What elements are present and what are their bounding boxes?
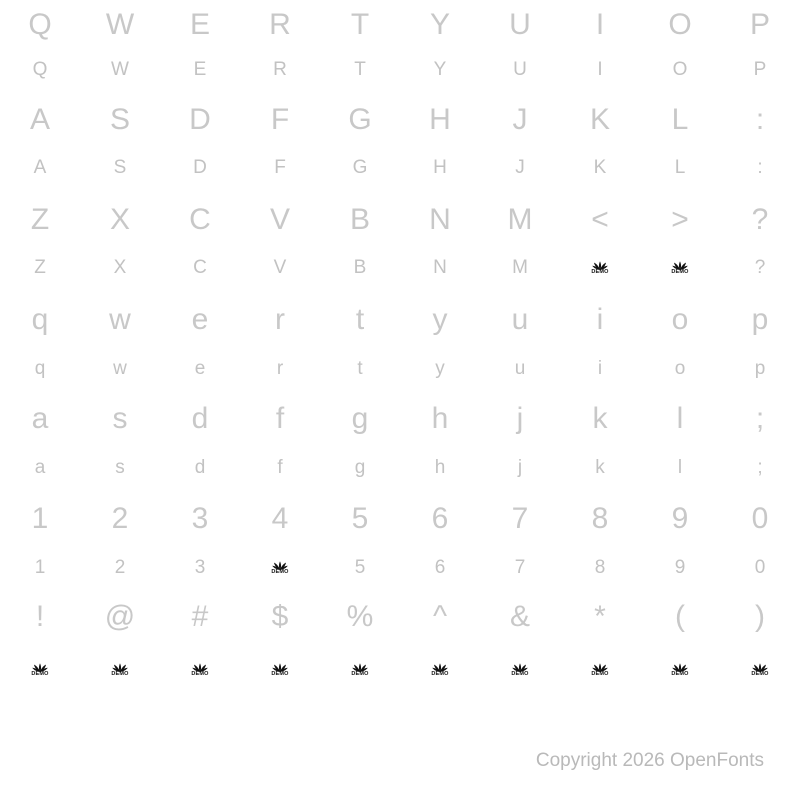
glyph-row bbox=[0, 0, 800, 50]
glyph-cell: V bbox=[273, 257, 287, 278]
glyph-cell: p bbox=[754, 358, 766, 379]
glyph-row bbox=[0, 295, 800, 345]
glyph-cell: T bbox=[350, 8, 370, 41]
glyph-cell: d bbox=[191, 402, 209, 435]
demo-watermark-glyph bbox=[720, 645, 800, 695]
leaf-burst-icon bbox=[751, 663, 768, 678]
glyph-cell: 3 bbox=[194, 557, 206, 578]
glyph-cell: P bbox=[753, 59, 767, 80]
glyph-cell: i bbox=[597, 358, 603, 379]
glyph-cell: I bbox=[595, 8, 605, 41]
glyph-cell: j bbox=[516, 402, 524, 435]
leaf-burst-icon bbox=[511, 663, 528, 678]
glyph-cell: r bbox=[275, 303, 285, 336]
glyph-cell: 9 bbox=[674, 557, 686, 578]
glyph-cell: 7 bbox=[514, 557, 526, 578]
glyph-cell: N bbox=[433, 257, 447, 278]
glyph-cell: W bbox=[111, 59, 129, 80]
glyph-cell: Q bbox=[28, 8, 52, 41]
glyph-cell: u bbox=[514, 358, 526, 379]
glyph-cell: > bbox=[671, 203, 689, 236]
glyph-cell: Z bbox=[34, 257, 46, 278]
glyph-row bbox=[0, 344, 800, 394]
glyph-cell: G bbox=[352, 157, 368, 178]
glyph-cell: H bbox=[433, 157, 447, 178]
glyph-cell: I bbox=[597, 59, 603, 80]
glyph-cell: 8 bbox=[591, 502, 609, 535]
glyph-cell: C bbox=[189, 203, 211, 236]
glyph-cell: M bbox=[507, 203, 533, 236]
demo-watermark-glyph bbox=[80, 645, 160, 695]
demo-watermark-glyph bbox=[640, 645, 720, 695]
glyph-row bbox=[0, 592, 800, 642]
glyph-cell: 8 bbox=[594, 557, 606, 578]
demo-watermark-label: DEMO bbox=[31, 671, 49, 677]
glyph-cell: L bbox=[671, 103, 689, 136]
demo-watermark-glyph bbox=[160, 645, 240, 695]
glyph-cell: G bbox=[348, 103, 372, 136]
leaf-burst-icon bbox=[111, 663, 128, 678]
glyph-cell: 6 bbox=[434, 557, 446, 578]
glyph-cell: Y bbox=[429, 8, 450, 41]
glyph-cell: B bbox=[349, 203, 370, 236]
glyph-cell: 0 bbox=[751, 502, 769, 535]
demo-watermark-glyph bbox=[560, 243, 640, 293]
glyph-cell: y bbox=[432, 303, 448, 336]
glyph-cell: R bbox=[273, 59, 287, 80]
glyph-cell: M bbox=[512, 257, 528, 278]
glyph-cell: ! bbox=[35, 600, 45, 633]
glyph-cell: h bbox=[434, 457, 446, 478]
glyph-cell: ; bbox=[755, 402, 765, 435]
glyph-cell: X bbox=[109, 203, 130, 236]
leaf-burst-icon bbox=[31, 663, 48, 678]
glyph-cell: % bbox=[346, 600, 374, 633]
glyph-cell: F bbox=[270, 103, 290, 136]
glyph-cell: N bbox=[429, 203, 451, 236]
glyph-cell: d bbox=[194, 457, 206, 478]
glyph-cell: e bbox=[191, 303, 209, 336]
glyph-row bbox=[0, 645, 800, 695]
glyph-cell: o bbox=[674, 358, 686, 379]
glyph-cell: 6 bbox=[431, 502, 449, 535]
glyph-cell: s bbox=[115, 457, 125, 478]
demo-watermark-glyph bbox=[0, 645, 80, 695]
glyph-cell: B bbox=[353, 257, 367, 278]
glyph-cell: p bbox=[751, 303, 769, 336]
demo-watermark-label: DEMO bbox=[511, 671, 529, 677]
glyph-cell: O bbox=[668, 8, 692, 41]
glyph-cell: t bbox=[355, 303, 365, 336]
glyph-cell: f bbox=[277, 457, 283, 478]
glyph-row bbox=[0, 243, 800, 293]
glyph-cell: F bbox=[274, 157, 286, 178]
glyph-cell: 1 bbox=[31, 502, 49, 535]
demo-watermark-label: DEMO bbox=[671, 671, 689, 677]
glyph-cell: : bbox=[755, 103, 765, 136]
demo-watermark-label: DEMO bbox=[431, 671, 449, 677]
glyph-cell: g bbox=[351, 402, 369, 435]
glyph-cell: @ bbox=[104, 600, 136, 633]
demo-watermark-label: DEMO bbox=[751, 671, 769, 677]
glyph-cell: g bbox=[354, 457, 366, 478]
glyph-cell: K bbox=[589, 103, 610, 136]
glyph-cell: S bbox=[113, 157, 127, 178]
glyph-cell: ^ bbox=[432, 600, 448, 633]
glyph-cell: : bbox=[757, 157, 763, 178]
glyph-cell: ( bbox=[675, 600, 685, 633]
demo-watermark-label: DEMO bbox=[191, 671, 209, 677]
glyph-row bbox=[0, 443, 800, 493]
demo-watermark-glyph bbox=[480, 645, 560, 695]
glyph-cell: ; bbox=[757, 457, 763, 478]
glyph-cell: j bbox=[517, 457, 523, 478]
glyph-cell: O bbox=[672, 59, 688, 80]
glyph-row bbox=[0, 195, 800, 245]
glyph-cell: u bbox=[511, 303, 529, 336]
demo-watermark-glyph bbox=[320, 645, 400, 695]
demo-watermark-label: DEMO bbox=[351, 671, 369, 677]
glyph-cell: J bbox=[512, 103, 528, 136]
glyph-cell: y bbox=[435, 358, 445, 379]
glyph-cell: k bbox=[592, 402, 608, 435]
glyph-cell: R bbox=[269, 8, 291, 41]
glyph-cell: Y bbox=[433, 59, 447, 80]
glyph-cell: q bbox=[34, 358, 46, 379]
glyph-cell: 2 bbox=[114, 557, 126, 578]
copyright-notice: Copyright 2026 OpenFonts bbox=[535, 750, 764, 771]
glyph-cell: q bbox=[31, 303, 49, 336]
glyph-row bbox=[0, 543, 800, 593]
glyph-cell: t bbox=[357, 358, 363, 379]
glyph-cell: a bbox=[31, 402, 49, 435]
leaf-burst-icon bbox=[271, 561, 288, 576]
glyph-cell: k bbox=[595, 457, 605, 478]
glyph-cell: P bbox=[749, 8, 770, 41]
glyph-cell: A bbox=[33, 157, 47, 178]
glyph-cell: K bbox=[593, 157, 607, 178]
glyph-cell: Z bbox=[30, 203, 50, 236]
glyph-cell: S bbox=[109, 103, 130, 136]
demo-watermark-label: DEMO bbox=[591, 671, 609, 677]
glyph-cell: D bbox=[193, 157, 207, 178]
glyph-cell: r bbox=[276, 358, 284, 379]
demo-watermark-glyph bbox=[240, 543, 320, 593]
glyph-cell: 1 bbox=[34, 557, 46, 578]
glyph-cell: f bbox=[275, 402, 285, 435]
glyph-row bbox=[0, 45, 800, 95]
glyph-cell: 5 bbox=[354, 557, 366, 578]
glyph-cell: a bbox=[34, 457, 46, 478]
glyph-cell: w bbox=[109, 303, 131, 336]
glyph-cell: 5 bbox=[351, 502, 369, 535]
glyph-cell: U bbox=[509, 8, 531, 41]
demo-watermark-label: DEMO bbox=[271, 569, 289, 575]
demo-watermark-label: DEMO bbox=[111, 671, 129, 677]
glyph-row bbox=[0, 494, 800, 544]
glyph-cell: # bbox=[191, 600, 209, 633]
glyph-cell: ) bbox=[755, 600, 765, 633]
glyph-cell: L bbox=[674, 157, 686, 178]
leaf-burst-icon bbox=[191, 663, 208, 678]
leaf-burst-icon bbox=[671, 261, 688, 276]
glyph-cell: w bbox=[113, 358, 127, 379]
demo-watermark-label: DEMO bbox=[671, 269, 689, 275]
demo-watermark-glyph bbox=[640, 243, 720, 293]
glyph-cell: H bbox=[429, 103, 451, 136]
glyph-cell: o bbox=[671, 303, 689, 336]
glyph-cell: 4 bbox=[271, 502, 289, 535]
glyph-cell: E bbox=[193, 59, 207, 80]
glyph-cell: l bbox=[676, 402, 684, 435]
glyph-cell: h bbox=[431, 402, 449, 435]
glyph-cell: 7 bbox=[511, 502, 529, 535]
glyph-cell: e bbox=[194, 358, 206, 379]
leaf-burst-icon bbox=[431, 663, 448, 678]
demo-watermark-glyph bbox=[560, 645, 640, 695]
glyph-cell: D bbox=[189, 103, 211, 136]
glyph-cell: E bbox=[189, 8, 210, 41]
glyph-cell: $ bbox=[271, 600, 289, 633]
leaf-burst-icon bbox=[271, 663, 288, 678]
glyph-cell: ? bbox=[751, 203, 769, 236]
glyph-row bbox=[0, 394, 800, 444]
glyph-cell: 2 bbox=[111, 502, 129, 535]
demo-watermark-label: DEMO bbox=[271, 671, 289, 677]
leaf-burst-icon bbox=[591, 261, 608, 276]
demo-watermark-label: DEMO bbox=[591, 269, 609, 275]
glyph-cell: C bbox=[193, 257, 207, 278]
glyph-cell: J bbox=[515, 157, 525, 178]
glyph-cell: Q bbox=[32, 59, 48, 80]
glyph-cell: ? bbox=[754, 257, 766, 278]
glyph-row bbox=[0, 95, 800, 145]
glyph-cell: A bbox=[29, 103, 50, 136]
leaf-burst-icon bbox=[671, 663, 688, 678]
glyph-cell: i bbox=[596, 303, 604, 336]
glyph-cell: & bbox=[509, 600, 530, 633]
glyph-cell: 0 bbox=[754, 557, 766, 578]
glyph-cell: l bbox=[677, 457, 683, 478]
glyph-row bbox=[0, 143, 800, 193]
glyph-cell: < bbox=[591, 203, 609, 236]
leaf-burst-icon bbox=[351, 663, 368, 678]
demo-watermark-glyph bbox=[400, 645, 480, 695]
glyph-cell: 3 bbox=[191, 502, 209, 535]
leaf-burst-icon bbox=[591, 663, 608, 678]
glyph-cell: U bbox=[513, 59, 527, 80]
glyph-cell: W bbox=[105, 8, 135, 41]
glyph-cell: V bbox=[269, 203, 290, 236]
glyph-cell: 9 bbox=[671, 502, 689, 535]
demo-watermark-glyph bbox=[240, 645, 320, 695]
glyph-cell: s bbox=[112, 402, 128, 435]
glyph-cell: X bbox=[113, 257, 127, 278]
glyph-cell: T bbox=[354, 59, 366, 80]
glyph-cell: * bbox=[594, 600, 606, 633]
